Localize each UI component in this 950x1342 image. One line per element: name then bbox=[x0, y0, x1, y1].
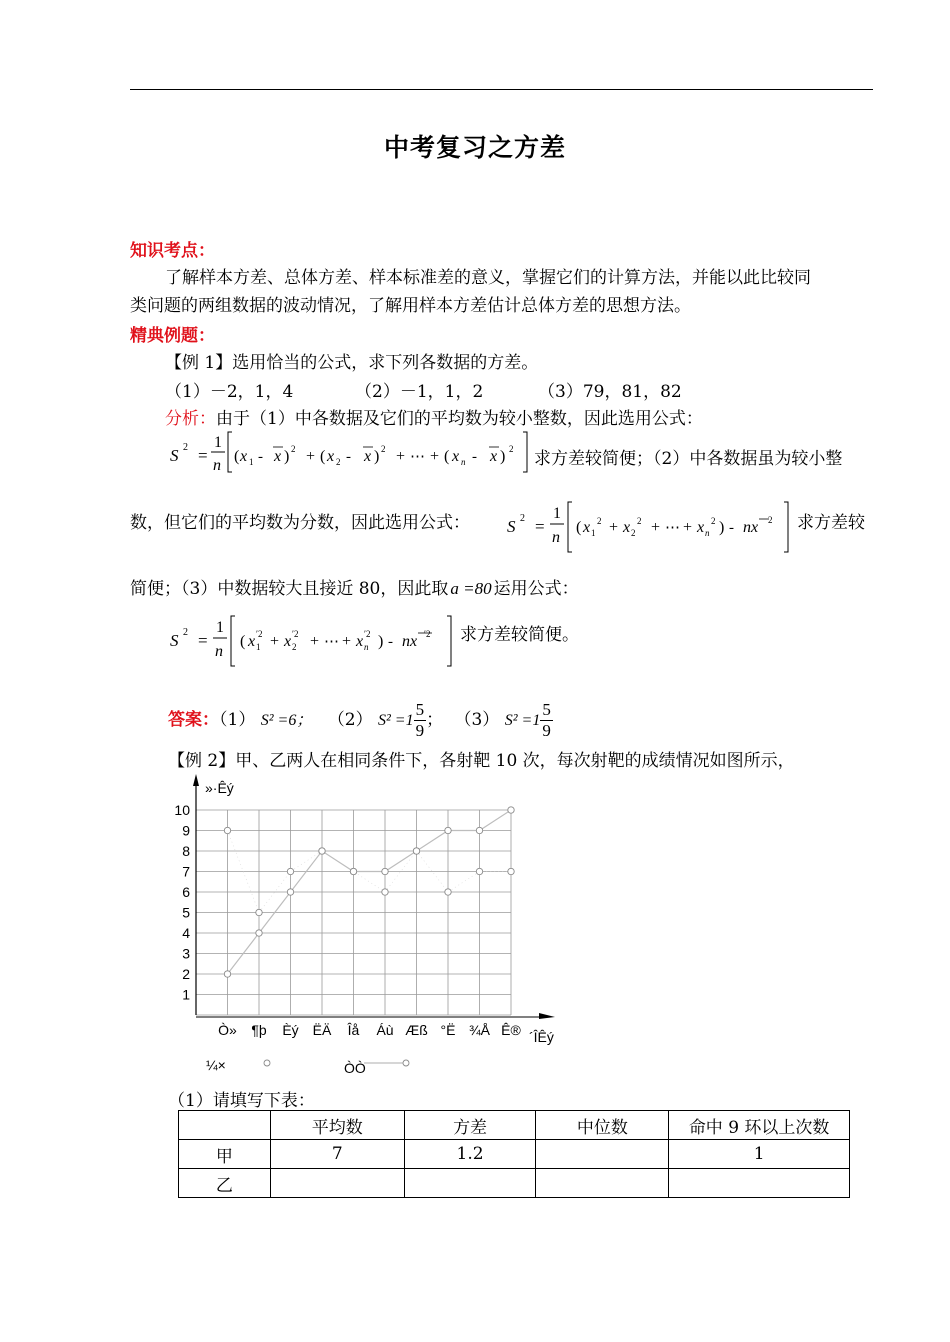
svg-text:1: 1 bbox=[591, 528, 596, 538]
data-point-甲 bbox=[382, 889, 388, 895]
example1-heading: 【例 1】选用恰当的公式，求下列各数据的方差。 bbox=[165, 353, 539, 373]
legend-label-甲: ¼× bbox=[206, 1057, 226, 1073]
svg-text:2: 2 bbox=[336, 457, 341, 467]
svg-text:n: n bbox=[461, 457, 466, 467]
table-cell: 乙 bbox=[179, 1169, 271, 1198]
answer-label: 答案： bbox=[168, 710, 219, 730]
svg-text:+: + bbox=[430, 448, 440, 465]
svg-text:n: n bbox=[705, 528, 710, 538]
y-tick-label: 2 bbox=[182, 966, 190, 982]
table-row bbox=[179, 1140, 850, 1169]
data-point-乙 bbox=[224, 971, 230, 977]
x-tick-label: Ê® bbox=[501, 1022, 521, 1038]
answer-3-fraction: $\frac{5}{9}$ bbox=[542, 700, 551, 740]
svg-text:x: x bbox=[364, 448, 372, 465]
formula-3-drawing bbox=[168, 612, 458, 670]
svg-text:n: n bbox=[215, 643, 223, 660]
knowledge-text-2: 类问题的两组数据的波动情况，了解用样本方差估计总体方差的思想方法。 bbox=[130, 296, 691, 316]
svg-text:nx: nx bbox=[402, 633, 418, 650]
formula-1 bbox=[168, 428, 536, 476]
formula-2-lead: 数，但它们的平均数为分数，因此选用公式： bbox=[130, 513, 470, 533]
svg-text:1: 1 bbox=[249, 457, 254, 467]
data-point-乙 bbox=[350, 868, 356, 874]
formula-3-lead: 简便；（3）中数据较大且接近 80，因此取 bbox=[130, 579, 449, 599]
svg-text:nx: nx bbox=[743, 519, 759, 536]
svg-text:-: - bbox=[472, 449, 477, 465]
svg-text:′2: ′2 bbox=[256, 629, 263, 639]
x-tick-label: Ò» bbox=[218, 1022, 237, 1038]
answer-1-value: S² =6； bbox=[260, 712, 313, 729]
y-axis-label: »·Êý bbox=[205, 780, 234, 796]
x-tick-label: Æß bbox=[405, 1022, 428, 1038]
table-header-cell: 平均数 bbox=[270, 1111, 404, 1140]
svg-text:+: + bbox=[342, 633, 352, 650]
svg-text:(: ( bbox=[444, 448, 450, 465]
table-cell bbox=[270, 1169, 404, 1198]
svg-text:x: x bbox=[274, 448, 282, 465]
svg-text:=: = bbox=[198, 631, 208, 650]
score-table bbox=[178, 1110, 850, 1198]
formula-3-a: a =80 bbox=[450, 579, 492, 598]
shooting-chart bbox=[168, 772, 568, 1077]
x-tick-label: ¾Å bbox=[468, 1022, 491, 1038]
table-header-row bbox=[179, 1111, 850, 1140]
svg-text:⋯: ⋯ bbox=[665, 520, 680, 536]
data-point-甲 bbox=[256, 909, 262, 915]
svg-text:2: 2 bbox=[381, 444, 386, 454]
answer-1-label: （1） bbox=[219, 710, 256, 730]
svg-text:): ) bbox=[378, 633, 384, 650]
svg-text:2: 2 bbox=[637, 516, 642, 526]
data-point-乙 bbox=[319, 848, 325, 854]
x-tick-label: Áù bbox=[376, 1022, 394, 1038]
svg-text:+: + bbox=[396, 448, 406, 465]
formula-1-drawing bbox=[168, 428, 536, 476]
svg-text:-: - bbox=[346, 449, 351, 465]
data-point-乙 bbox=[445, 827, 451, 833]
svg-text:1: 1 bbox=[216, 619, 224, 636]
legend-marker-乙 bbox=[403, 1060, 409, 1066]
svg-text:-: - bbox=[388, 634, 393, 650]
svg-text:x: x bbox=[452, 448, 460, 465]
example1-item1: （1）－2，1，4 bbox=[165, 382, 294, 402]
svg-text:(: ( bbox=[576, 519, 582, 536]
svg-text:=: = bbox=[535, 517, 545, 536]
data-point-乙 bbox=[413, 848, 419, 854]
svg-text:x: x bbox=[284, 633, 292, 650]
question-1: （1）请填写下表： bbox=[168, 1091, 315, 1111]
answer-2-fraction: $\frac{5}{9}$ bbox=[415, 700, 425, 740]
svg-text:(: ( bbox=[234, 448, 240, 465]
svg-text:x: x bbox=[583, 519, 591, 536]
table-cell bbox=[536, 1169, 669, 1198]
svg-text:): ) bbox=[374, 448, 380, 465]
shooting-chart-svg bbox=[168, 772, 568, 1077]
svg-text:-: - bbox=[258, 449, 263, 465]
table-header-cell bbox=[179, 1111, 271, 1140]
svg-text:2: 2 bbox=[520, 513, 525, 524]
table-cell: 甲 bbox=[179, 1140, 271, 1169]
svg-text:): ) bbox=[500, 448, 506, 465]
data-point-乙 bbox=[508, 807, 514, 813]
table-header-cell: 中位数 bbox=[536, 1111, 669, 1140]
formula-3-tail: 求方差较简便。 bbox=[460, 625, 579, 645]
svg-text:x: x bbox=[697, 519, 705, 536]
table-header-cell: 命中 9 环以上次数 bbox=[669, 1111, 850, 1140]
svg-text:S: S bbox=[170, 631, 179, 650]
svg-text:+: + bbox=[683, 519, 693, 536]
analysis-text: 由于（1）中各数据及它们的平均数为较小整数，因此选用公式： bbox=[216, 409, 703, 429]
svg-text:x: x bbox=[248, 633, 256, 650]
svg-text:x: x bbox=[327, 448, 335, 465]
svg-text:1: 1 bbox=[553, 505, 561, 522]
table-cell: 1.2 bbox=[404, 1140, 536, 1169]
table-cell: 1 bbox=[669, 1140, 850, 1169]
svg-text:+: + bbox=[306, 448, 316, 465]
formula-3-mid: 运用公式： bbox=[493, 579, 579, 599]
data-point-甲 bbox=[224, 827, 230, 833]
svg-text:S: S bbox=[507, 517, 516, 536]
data-point-乙 bbox=[287, 889, 293, 895]
svg-text:2: 2 bbox=[292, 642, 297, 652]
svg-text:x: x bbox=[356, 633, 364, 650]
formula-3 bbox=[168, 612, 458, 670]
svg-text:2: 2 bbox=[711, 516, 716, 526]
x-tick-label: ¶þ bbox=[251, 1022, 267, 1038]
svg-text:⋯: ⋯ bbox=[324, 634, 339, 650]
svg-text:′2: ′2 bbox=[424, 629, 431, 639]
y-axis-arrow bbox=[193, 774, 199, 786]
y-tick-label: 3 bbox=[182, 945, 190, 962]
formula-2-drawing bbox=[505, 498, 795, 556]
analysis-line bbox=[165, 404, 703, 429]
knowledge-label: 知识考点： bbox=[130, 241, 215, 261]
example1-item3: （3）79，81，82 bbox=[538, 382, 682, 402]
svg-text:): ) bbox=[284, 448, 290, 465]
x-tick-label: Îå bbox=[347, 1022, 360, 1038]
y-tick-label: 1 bbox=[182, 986, 190, 1003]
formula-3-lead-line bbox=[130, 574, 579, 599]
svg-text:n: n bbox=[364, 642, 369, 652]
data-point-甲 bbox=[445, 889, 451, 895]
data-point-甲 bbox=[476, 868, 482, 874]
svg-text:-: - bbox=[729, 520, 734, 536]
svg-text:S: S bbox=[170, 446, 179, 465]
formula-2-tail: 求方差较 bbox=[797, 513, 865, 533]
answer-3-label: （3） bbox=[454, 710, 500, 730]
svg-text:2: 2 bbox=[597, 516, 602, 526]
table-cell: 7 bbox=[270, 1140, 404, 1169]
example1-item2: （2）－1，1，2 bbox=[355, 382, 484, 402]
top-rule bbox=[130, 89, 873, 90]
svg-text:n: n bbox=[213, 457, 221, 474]
data-point-乙 bbox=[382, 868, 388, 874]
y-tick-label: 9 bbox=[182, 822, 190, 839]
x-tick-label: ËÄ bbox=[312, 1022, 332, 1038]
svg-text:(: ( bbox=[320, 448, 326, 465]
svg-text:2: 2 bbox=[183, 627, 188, 638]
svg-text:2: 2 bbox=[183, 442, 188, 453]
y-tick-label: 8 bbox=[182, 843, 190, 859]
y-tick-label: 6 bbox=[182, 884, 190, 900]
x-axis-label: ´ÎÊý bbox=[529, 1029, 554, 1045]
x-tick-label: °Ë bbox=[440, 1022, 456, 1038]
svg-text:x: x bbox=[490, 448, 498, 465]
table-row bbox=[179, 1169, 850, 1198]
y-tick-label: 7 bbox=[182, 863, 190, 880]
svg-text:⋯: ⋯ bbox=[410, 449, 425, 465]
svg-text:1: 1 bbox=[214, 434, 222, 451]
page-title: 中考复习之方差 bbox=[383, 133, 566, 162]
y-tick-label: 5 bbox=[182, 904, 190, 921]
analysis-label: 分析： bbox=[165, 409, 216, 429]
svg-text:+: + bbox=[270, 633, 280, 650]
examples-label: 精典例题： bbox=[130, 326, 215, 346]
legend-label-乙: ÒÒ bbox=[344, 1060, 366, 1076]
table-header-cell: 方差 bbox=[404, 1111, 536, 1140]
svg-text:+: + bbox=[651, 519, 661, 536]
svg-text:2: 2 bbox=[291, 444, 296, 454]
svg-text:x: x bbox=[623, 519, 631, 536]
svg-text:n: n bbox=[552, 529, 560, 546]
svg-text:2: 2 bbox=[509, 444, 514, 454]
x-tick-label: Èý bbox=[282, 1022, 299, 1038]
table-cell bbox=[536, 1140, 669, 1169]
svg-text:+: + bbox=[310, 633, 320, 650]
legend-marker-甲 bbox=[264, 1060, 270, 1066]
svg-text:(: ( bbox=[240, 633, 246, 650]
data-point-甲 bbox=[287, 868, 293, 874]
svg-text:2: 2 bbox=[768, 515, 773, 525]
svg-text:1: 1 bbox=[256, 642, 261, 652]
svg-text:′2: ′2 bbox=[292, 629, 299, 639]
y-tick-label: 4 bbox=[182, 925, 190, 941]
y-tick-label: 10 bbox=[174, 802, 190, 818]
svg-text:+: + bbox=[609, 519, 619, 536]
svg-text:=: = bbox=[198, 446, 208, 465]
knowledge-text-1: 了解样本方差、总体方差、样本标准差的意义，掌握它们的计算方法，并能以此比较同 bbox=[165, 268, 811, 288]
data-point-乙 bbox=[476, 827, 482, 833]
x-axis-arrow bbox=[539, 1013, 555, 1019]
table-cell bbox=[404, 1169, 536, 1198]
svg-text:): ) bbox=[719, 519, 725, 536]
table-cell bbox=[669, 1169, 850, 1198]
answer-line: 答案：（1） S² =6； （2） S² =1 $\frac{5}{9}$ ； （3） S² =1 $\frac{5}{9}$ bbox=[168, 700, 551, 740]
formula-2 bbox=[505, 498, 795, 556]
svg-text:x: x bbox=[240, 448, 248, 465]
data-point-甲 bbox=[508, 868, 514, 874]
svg-text:′2: ′2 bbox=[364, 629, 371, 639]
svg-text:2: 2 bbox=[631, 528, 636, 538]
data-point-乙 bbox=[256, 930, 262, 936]
example2-heading: 【例 2】甲、乙两人在相同条件下，各射靶 10 次，每次射靶的成绩情况如图所示， bbox=[168, 751, 795, 771]
formula-1-tail: 求方差较简便；（2）中各数据虽为较小整 bbox=[534, 449, 843, 469]
answer-2-label: （2） bbox=[327, 710, 373, 730]
